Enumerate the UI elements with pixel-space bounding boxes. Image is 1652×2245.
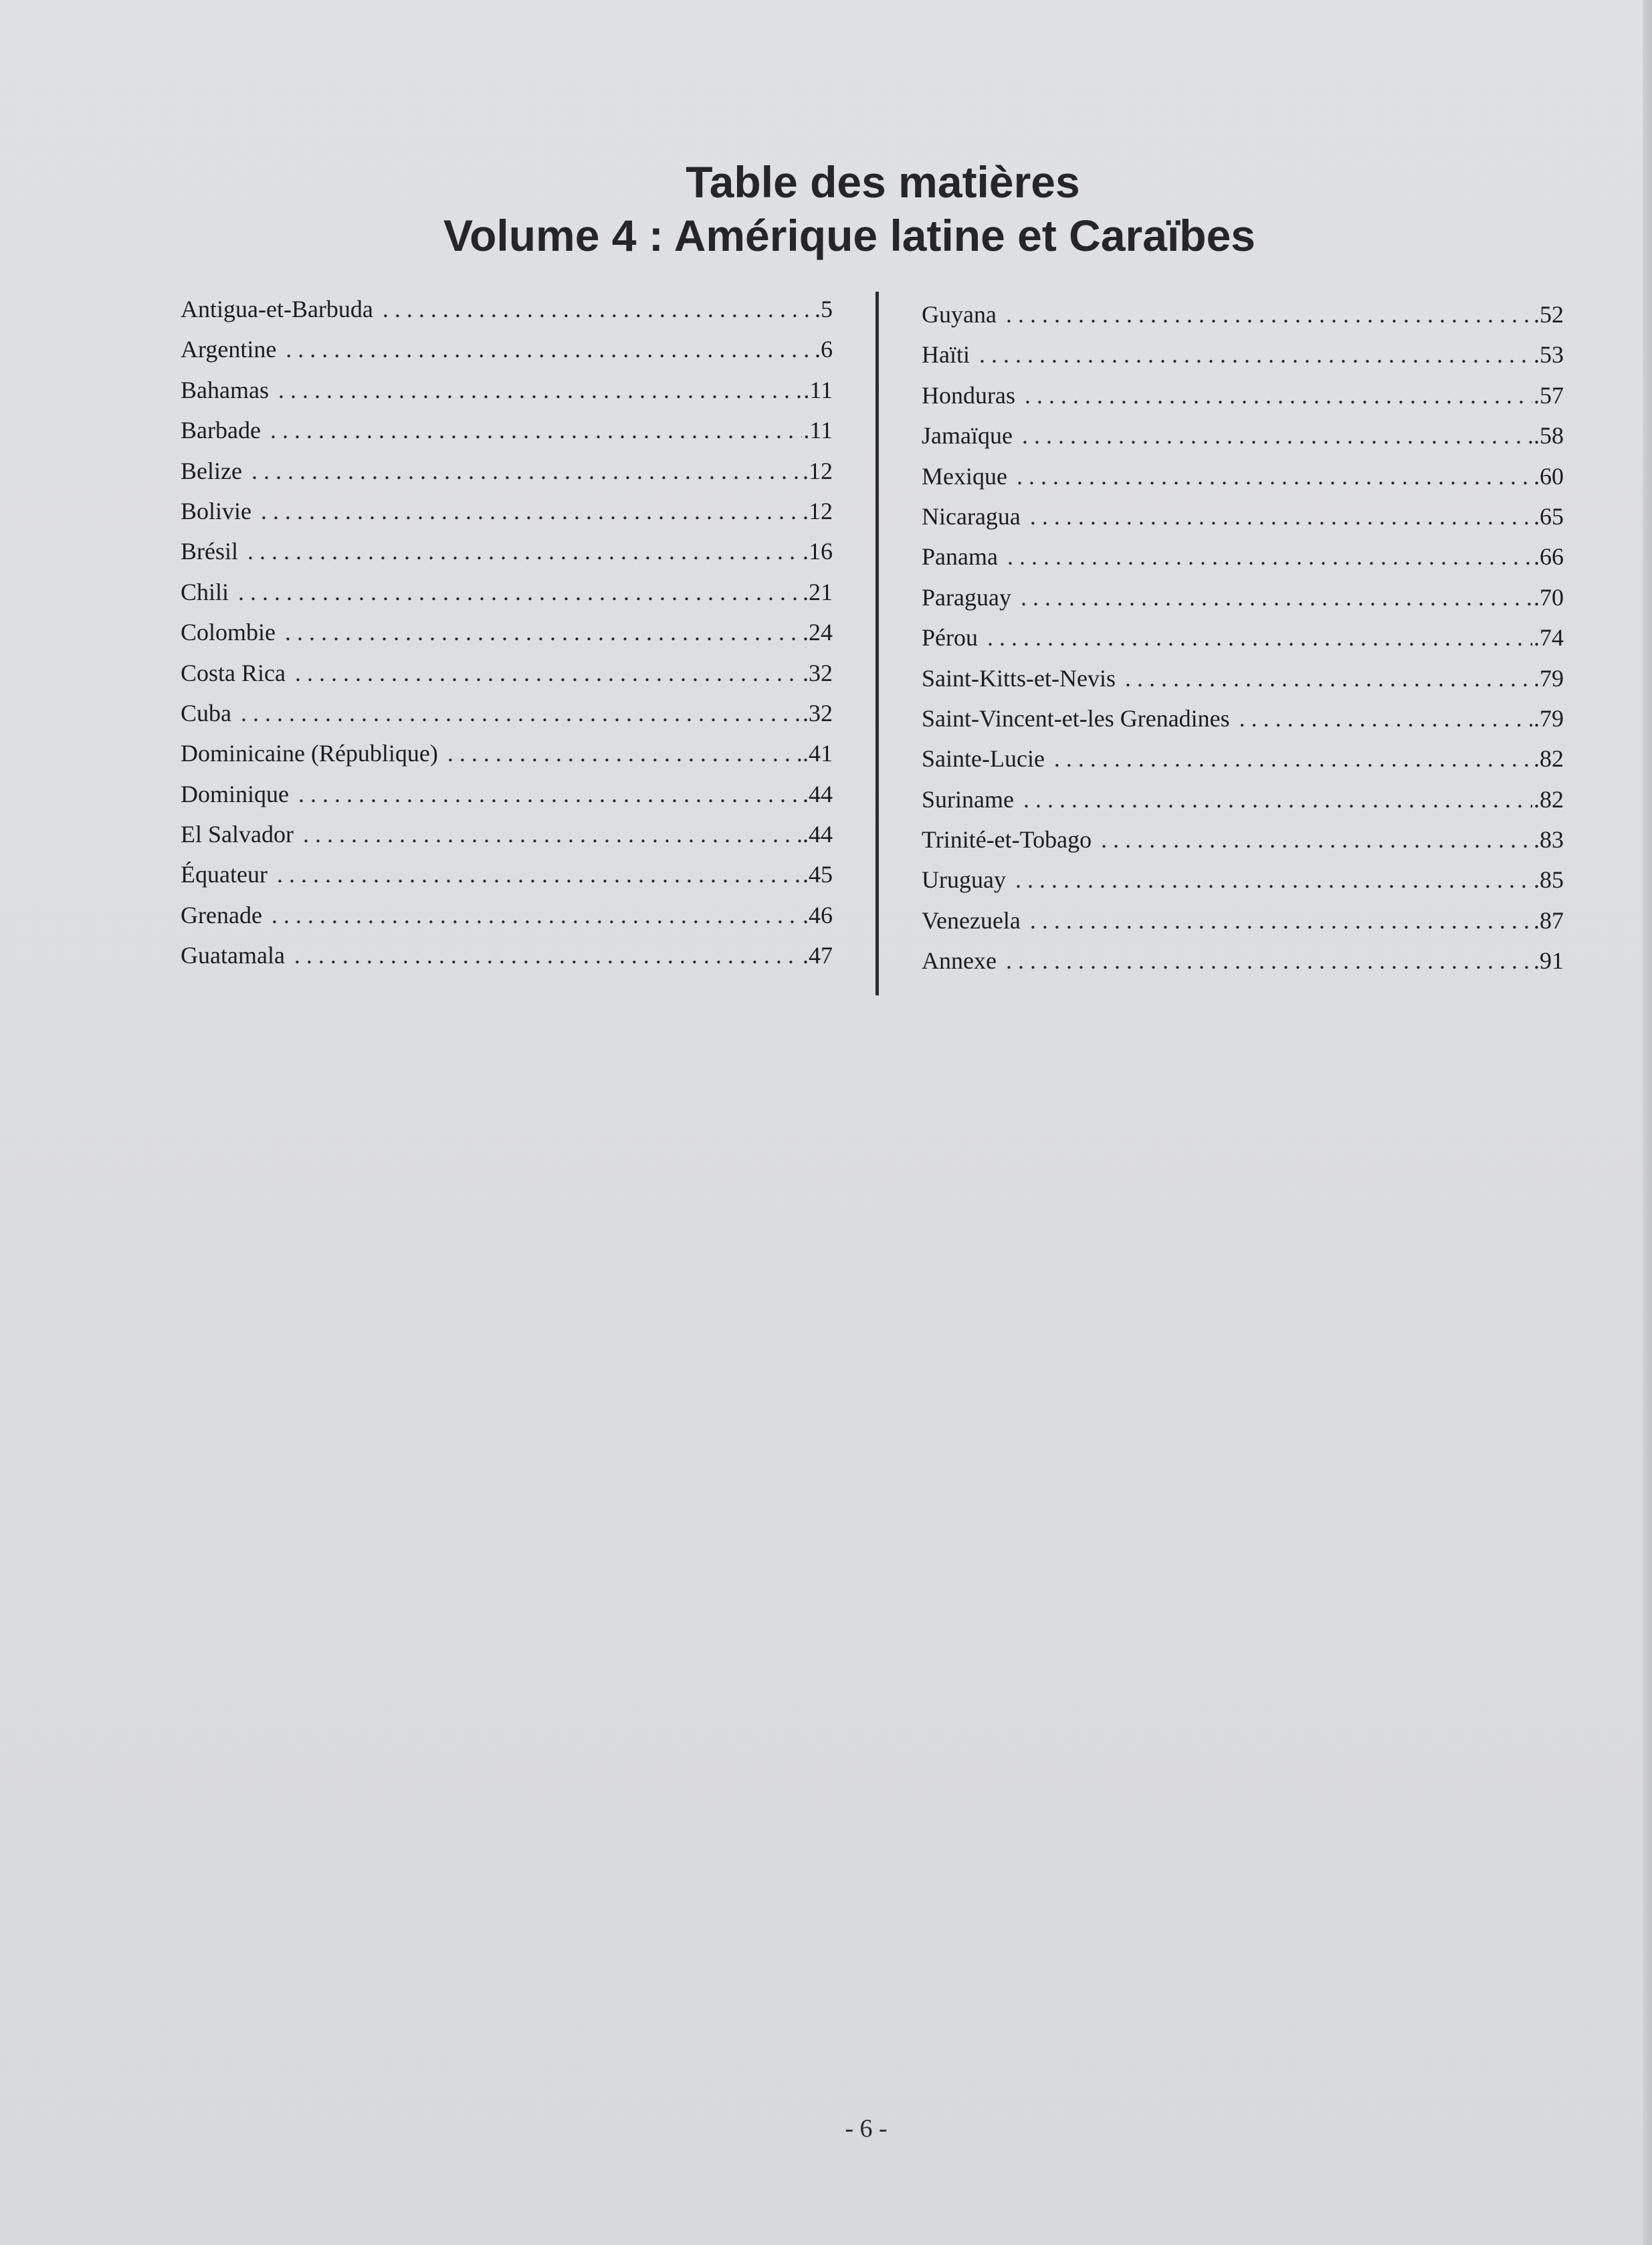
- toc-dot-leader: [241, 693, 801, 733]
- toc-entry: [181, 531, 833, 571]
- toc-entry-page: .12: [803, 457, 833, 484]
- toc-entry: [922, 819, 1564, 860]
- toc-entry-page: .6: [815, 336, 833, 363]
- toc-entry-title: Dominique: [181, 780, 289, 807]
- toc-entry-title: Grenade: [181, 901, 262, 929]
- toc-entry-page: .45: [803, 861, 833, 888]
- toc-dot-leader: [987, 617, 1532, 658]
- toc-dot-leader: [1030, 900, 1532, 941]
- toc-dot-leader: [1022, 415, 1532, 456]
- toc-dot-leader: [270, 410, 802, 450]
- toc-entry-page: .66: [1534, 543, 1564, 571]
- toc-dot-leader: [1015, 860, 1532, 900]
- toc-entry: [181, 289, 833, 329]
- toc-entry-title: Guyana: [922, 301, 997, 328]
- toc-entry-title: Jamaïque: [922, 422, 1013, 450]
- toc-dot-leader: [1006, 294, 1532, 334]
- toc-dot-leader: [1025, 375, 1532, 415]
- toc-entry-page: .79: [1534, 664, 1564, 692]
- toc-entry-page: .16: [803, 538, 833, 565]
- toc-entry-title: Argentine: [181, 336, 277, 363]
- toc-entry: [181, 895, 833, 935]
- toc-dot-leader: [1006, 941, 1532, 981]
- toc-dot-leader: [294, 935, 801, 975]
- toc-entry-page: .52: [1534, 301, 1564, 328]
- toc-entry-title: Bolivie: [181, 497, 251, 524]
- toc-entry-title: Venezuela: [922, 906, 1021, 934]
- toc-right-column: [922, 294, 1564, 981]
- toc-entry-title: Annexe: [922, 947, 997, 975]
- toc-entry: [922, 860, 1564, 900]
- toc-entry-title: Suriname: [922, 785, 1014, 813]
- toc-dot-leader: [1239, 698, 1532, 739]
- toc-entry: [181, 733, 833, 773]
- toc-entry-page: .32: [803, 659, 833, 686]
- column-divider: [875, 292, 879, 995]
- toc-entry-page: .47: [803, 942, 833, 969]
- toc-entry-title: Dominicaine (République): [181, 740, 438, 767]
- toc-entry: [922, 496, 1564, 536]
- toc-dot-leader: [447, 733, 801, 773]
- toc-entry-title: Paraguay: [922, 583, 1011, 611]
- toc-entry: [922, 577, 1564, 617]
- toc-entry: [922, 941, 1564, 981]
- toc-entry-title: Sainte-Lucie: [922, 745, 1045, 773]
- toc-dot-leader: [247, 531, 801, 571]
- toc-entry-page: .82: [1534, 745, 1564, 773]
- toc-dot-leader: [261, 491, 801, 531]
- toc-entry-page: .74: [1534, 624, 1564, 652]
- toc-entry-title: Mexique: [922, 462, 1007, 490]
- toc-entry: [922, 617, 1564, 658]
- toc-entry: [181, 693, 833, 733]
- toc-entry-title: Uruguay: [922, 866, 1006, 894]
- toc-dot-leader: [1007, 536, 1532, 577]
- toc-entry: [181, 653, 833, 693]
- toc-entry-page: .44: [803, 780, 833, 807]
- toc-entry: [181, 935, 833, 975]
- toc-entry-page: .11: [803, 417, 833, 444]
- toc-entry-title: Panama: [922, 543, 998, 571]
- toc-entry-title: Barbade: [181, 417, 261, 444]
- toc-entry: [922, 334, 1564, 375]
- toc-entry-page: .5: [815, 296, 833, 322]
- toc-entry-title: Chili: [181, 578, 229, 605]
- toc-entry-title: Colombie: [181, 619, 276, 646]
- toc-entry-title: El Salvador: [181, 821, 294, 848]
- toc-entry-title: Équateur: [181, 861, 268, 888]
- toc-dot-leader: [1030, 496, 1532, 536]
- toc-dot-leader: [278, 370, 802, 410]
- toc-entry-title: Saint-Kitts-et-Nevis: [922, 664, 1116, 692]
- toc-entry: [181, 572, 833, 612]
- toc-entry-page: .60: [1534, 462, 1564, 490]
- toc-entry-page: .87: [1534, 906, 1564, 934]
- toc-entry-page: .46: [803, 901, 833, 929]
- toc-left-column: [181, 289, 833, 976]
- toc-entry-title: Antigua-et-Barbuda: [181, 296, 373, 322]
- toc-dot-leader: [1021, 577, 1532, 617]
- toc-entry-title: Costa Rica: [181, 659, 286, 686]
- toc-entry-page: .12: [803, 497, 833, 524]
- toc-entry: [181, 329, 833, 369]
- toc-dot-leader: [251, 451, 801, 491]
- toc-entry-page: .83: [1534, 826, 1564, 854]
- toc-entry-page: .11: [803, 376, 833, 403]
- toc-entry: [922, 375, 1564, 415]
- toc-entry: [181, 410, 833, 450]
- toc-dot-leader: [303, 814, 801, 854]
- toc-entry: [181, 774, 833, 814]
- toc-entry: [181, 370, 833, 410]
- toc-entry-page: .91: [1534, 947, 1564, 975]
- toc-entry-title: Guatamala: [181, 942, 285, 969]
- toc-entry-title: Honduras: [922, 381, 1015, 409]
- toc-entry-page: .24: [803, 619, 833, 646]
- toc-entry-title: Belize: [181, 457, 242, 484]
- toc-dot-leader: [1101, 819, 1532, 860]
- toc-entry-title: Haïti: [922, 341, 970, 369]
- toc-entry-page: .85: [1534, 866, 1564, 894]
- toc-entry: [181, 451, 833, 491]
- toc-entry-title: Cuba: [181, 699, 231, 726]
- toc-entry: [922, 739, 1564, 779]
- toc-entry: [181, 612, 833, 652]
- toc-entry: [922, 294, 1564, 334]
- toc-entry-page: .32: [803, 699, 833, 726]
- toc-entry-page: .65: [1534, 502, 1564, 530]
- toc-entry-title: Saint-Vincent-et-les Grenadines: [922, 704, 1230, 732]
- toc-dot-leader: [295, 653, 801, 693]
- toc-entry: [922, 415, 1564, 456]
- title-block: [0, 155, 1652, 262]
- page-number: - 6 -: [845, 2115, 888, 2143]
- toc-dot-leader: [1125, 658, 1532, 698]
- toc-dot-leader: [286, 329, 813, 369]
- toc-entry-title: Brésil: [181, 538, 238, 565]
- toc-entry-page: .79: [1534, 704, 1564, 732]
- toc-entry: [181, 854, 833, 894]
- toc-entry-page: .82: [1534, 785, 1564, 813]
- toc-entry-page: .57: [1534, 381, 1564, 409]
- toc-entry-page: .53: [1534, 341, 1564, 369]
- toc-entry-page: .41: [803, 740, 833, 767]
- page-subtitle: Volume 4 : Amérique latine et Caraïbes: [443, 211, 1256, 260]
- toc-entry: [922, 456, 1564, 496]
- toc-entry-title: Bahamas: [181, 376, 269, 403]
- toc-entry-title: Trinité-et-Tobago: [922, 826, 1092, 854]
- toc-dot-leader: [1017, 456, 1532, 496]
- toc-dot-leader: [1023, 779, 1532, 819]
- page-edge-shadow: [1643, 0, 1652, 2245]
- toc-dot-leader: [272, 895, 801, 935]
- toc-entry: [922, 658, 1564, 698]
- toc-dot-leader: [979, 334, 1532, 375]
- toc-entry-page: .70: [1534, 583, 1564, 611]
- toc-entry: [922, 698, 1564, 739]
- page-title: Table des matières: [686, 157, 1080, 207]
- toc-entry: [922, 779, 1564, 819]
- toc-entry-page: .44: [803, 821, 833, 848]
- toc-entry: [181, 491, 833, 531]
- toc-dot-leader: [1054, 739, 1532, 779]
- toc-entry-page: .58: [1534, 422, 1564, 450]
- toc-entry: [922, 900, 1564, 941]
- toc-dot-leader: [285, 612, 801, 652]
- toc-entry: [181, 814, 833, 854]
- toc-dot-leader: [383, 289, 813, 329]
- toc-entry-page: .21: [803, 578, 833, 605]
- toc-entry: [922, 536, 1564, 577]
- toc-dot-leader: [238, 572, 801, 612]
- toc-entry-title: Nicaragua: [922, 502, 1021, 530]
- toc-dot-leader: [298, 774, 801, 814]
- toc-entry-title: Pérou: [922, 624, 978, 652]
- toc-dot-leader: [277, 854, 801, 894]
